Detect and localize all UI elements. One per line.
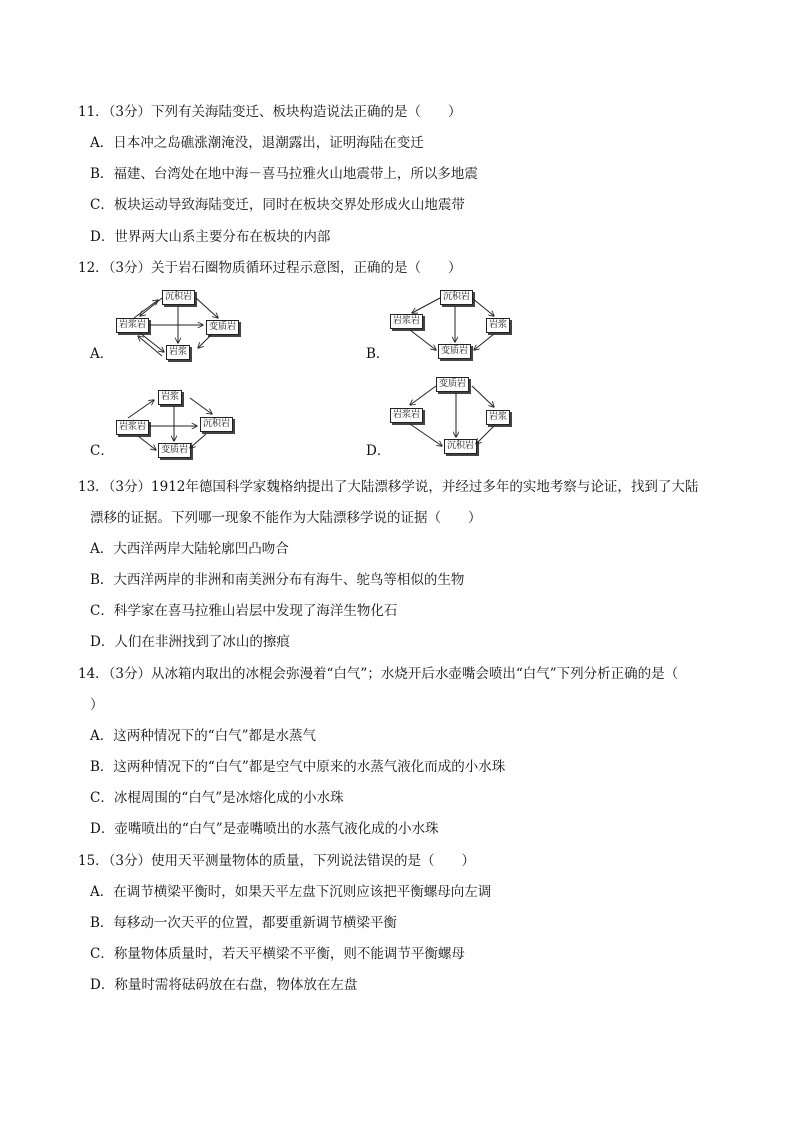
diagram-b-bottom-box: 变质岩 [438, 344, 471, 359]
q12-stem: 12．（3分）关于岩石圈物质循环过程示意图，正确的是（ ） [78, 260, 462, 276]
q15-stem: 15．（3分）使用天平测量物体的质量，下列说法错误的是（ ） [78, 853, 476, 869]
diagram-c-arrow-6 [190, 434, 206, 448]
diagram-a-arrow-1 [140, 298, 162, 316]
diagram-b-arrow-4 [410, 330, 436, 350]
diagram-c-right-box: 沉积岩 [200, 417, 233, 432]
diagram-a-arrow-6 [140, 333, 164, 352]
diagram-c-top-box: 岩浆 [158, 390, 182, 405]
q14-option-a: A．这两种情况下的“白气”都是水蒸气 [90, 728, 317, 744]
q14-stem-line1: 14．（3分）从冰箱内取出的冰棍会弥漫着“白气”；水烧开后水壶嘴会喷出“白气”下列分析正确的是（ [78, 666, 679, 682]
q13-option-d: D．人们在非洲找到了冰山的擦痕 [90, 634, 290, 650]
diagram-d-arrow-1 [410, 386, 436, 405]
diagram-a-arrow-7 [138, 336, 162, 356]
q11-option-a: A．日本冲之岛礁涨潮淹没，退潮露出，证明海陆在变迁 [90, 135, 424, 151]
diagram-a-arrow-2 [134, 300, 158, 318]
diagram-a-arrow-8 [198, 334, 212, 348]
q13-stem-line2: 漂移的证据。下列哪一现象不能作为大陆漂移学说的证据（ ） [90, 510, 482, 526]
diagram-a-left-box: 岩浆岩 [116, 318, 149, 333]
q14-option-c: C．冰棍周围的“白气”是冰熔化成的小水珠 [90, 790, 344, 806]
diagram-c-bottom-box: 变质岩 [158, 443, 191, 458]
q12-label-c: C． [90, 443, 114, 459]
diagram-a-arrow-3 [196, 298, 218, 318]
diagram-d-arrow-4 [410, 424, 442, 446]
q11-stem: 11．（3分）下列有关海陆变迁、板块构造说法正确的是（ ） [78, 104, 462, 120]
diagram-c-arrow-1 [190, 398, 212, 414]
diagram-b-right-box: 岩浆 [486, 318, 510, 333]
q15-option-b: B．每移动一次天平的位置，都要重新调节横梁平衡 [90, 915, 397, 931]
diagram-c-arrow-5 [138, 436, 156, 450]
q13-option-c: C．科学家在喜马拉雅山岩层中发现了海洋生物化石 [90, 603, 398, 619]
diagram-b-top-box: 沉积岩 [440, 290, 473, 305]
diagram-d-top-box: 变质岩 [436, 377, 469, 392]
q14-option-d: D．壶嘴喷出的“白气”是壶嘴喷出的水蒸气液化成的小水珠 [90, 821, 439, 837]
diagram-d-arrow-2 [472, 386, 494, 407]
diagram-d-left-box: 岩浆岩 [390, 408, 423, 423]
diagram-c-arrow-2 [128, 400, 154, 418]
q14-option-b: B．这两种情况下的“白气”都是空气中原来的水蒸气液化而成的小水珠 [90, 759, 506, 775]
q14-stem-line2: ） [90, 697, 104, 713]
diagram-a-bottom-box: 岩浆 [166, 345, 190, 360]
diagram-c-left-box: 岩浆岩 [116, 420, 149, 435]
diagram-b-left-box: 岩浆岩 [390, 314, 423, 329]
diagram-b-arrow-5 [474, 334, 494, 350]
q12-label-a: A． [90, 346, 114, 362]
diagram-d-right-box: 岩浆 [486, 410, 510, 425]
q12-label-b: B． [366, 346, 390, 362]
q15-option-c: C．称量物体质量时，若天平横梁不平衡，则不能调节平衡螺母 [90, 946, 465, 962]
q15-option-d: D．称量时需将砝码放在右盘，物体放在左盘 [90, 977, 358, 993]
diagram-a-top-box: 沉积岩 [162, 290, 195, 305]
q11-option-b: B．福建、台湾处在地中海－喜马拉雅火山地震带上，所以多地震 [90, 166, 478, 182]
q13-stem-line1: 13．（3分）1912年德国科学家魏格纳提出了大陆漂移学说，并经过多年的实地考察与论证，找到了大陆 [78, 479, 699, 495]
diagram-b-arrow-1 [412, 298, 440, 313]
diagram-a-right-box: 变质岩 [206, 320, 239, 335]
diagram-d-bottom-box: 沉积岩 [444, 439, 477, 454]
diagram-b-arrow-2 [472, 298, 494, 316]
q15-option-a: A．在调节横梁平衡时，如果天平左盘下沉则应该把平衡螺母向左调 [90, 884, 492, 900]
q13-option-b: B．大西洋两岸的非洲和南美洲分布有海牛、鸵鸟等相似的生物 [90, 572, 465, 588]
diagram-d-arrow-5 [476, 426, 494, 444]
q13-option-a: A．大西洋两岸大陆轮廓凹凸吻合 [90, 541, 289, 557]
q11-option-c: C．板块运动导致海陆变迁，同时在板块交界处形成火山地震带 [90, 197, 465, 213]
q12-label-d: D． [366, 443, 391, 459]
q11-option-d: D．世界两大山系主要分布在板块的内部 [90, 229, 331, 245]
